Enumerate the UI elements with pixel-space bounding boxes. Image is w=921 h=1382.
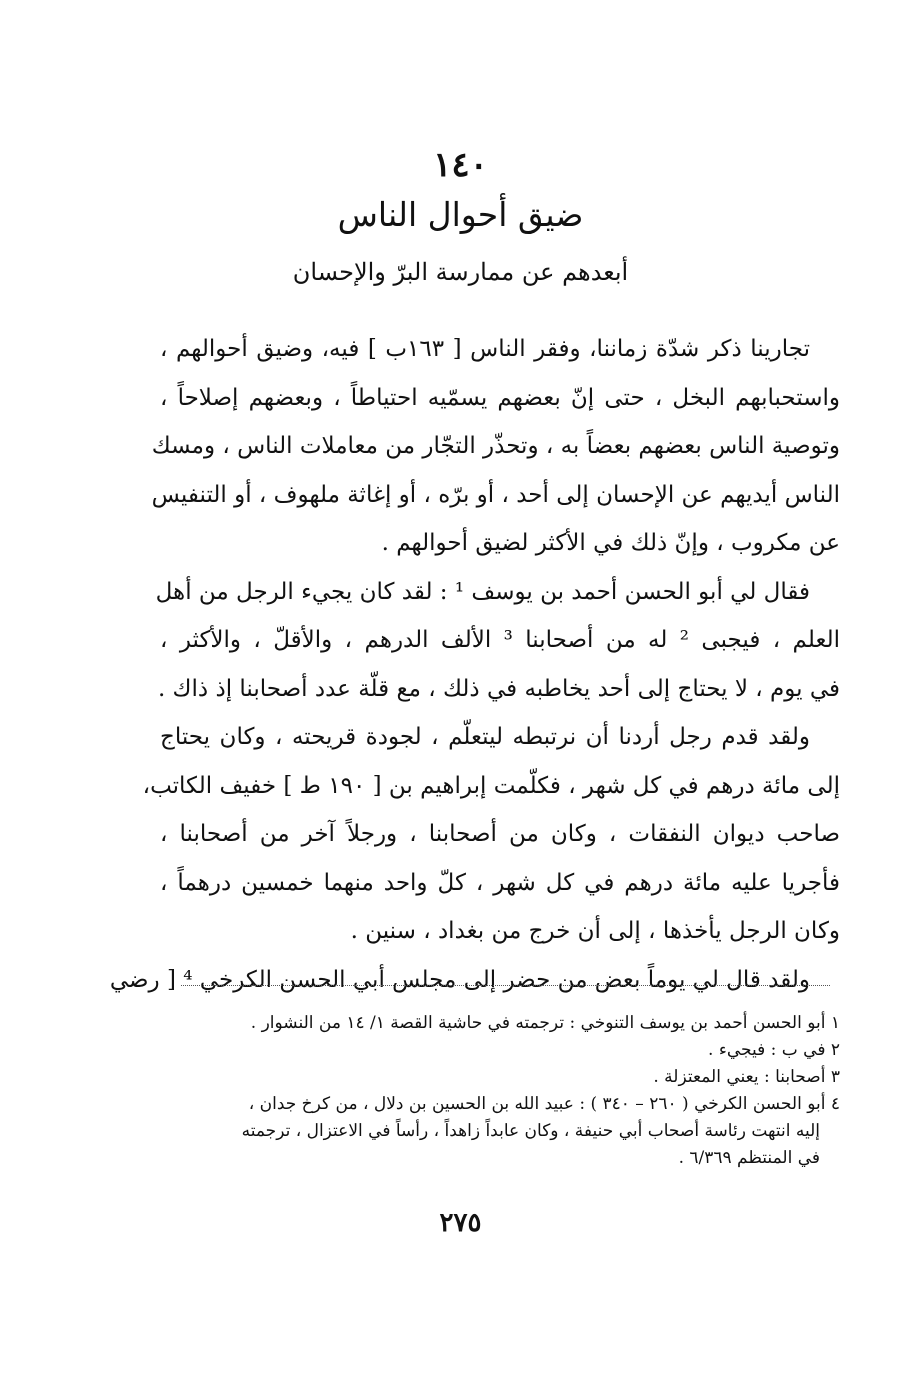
page-number: ٢٧٥ [439, 1208, 482, 1238]
body-line: واستحبابهم البخل ، حتى إنّ بعضهم يسمّيه احتياطاً ، وبعضهم إصلاحاً ، [160, 384, 840, 411]
body-line: فقال لي أبو الحسن أحمد بن يوسف ¹ : لقد كان يجيء الرجل من أهل [155, 578, 810, 605]
body-line: الناس أيديهم عن الإحسان إلى أحد ، أو برّه ، أو إغاثة ملهوف ، أو التنفيس [151, 481, 840, 508]
body-line: ولقد قدم رجل أردنا أن نرتبطه ليتعلّم ، لجودة قريحته ، وكان يحتاج [160, 724, 810, 750]
body-line: وتوصية الناس بعضهم بعضاً به ، وتحذّر التجّار من معاملات الناس ، ومسك [151, 433, 840, 459]
footnote-divider [181, 985, 830, 986]
story-body [109, 325, 840, 1004]
story-number: ١٤٠ [433, 145, 488, 185]
body-line: تجارينا ذكر شدّة زماننا، وفقر الناس [ ١٦٣ب ] فيه، وضيق أحوالهم ، [160, 336, 810, 362]
body-line: إلى مائة درهم في كل شهر ، فكلّمت إبراهيم بن [ ١٩٠ ط ] خفيف الكاتب، [142, 772, 840, 799]
footnote: ١ أبو الحسن أحمد بن يوسف التنوخي : ترجمته في حاشية القصة ١/ ١٤ من النشوار . [250, 1013, 840, 1033]
footnote: ٣ أصحابنا : يعني المعتزلة . [653, 1067, 840, 1087]
footnote-continuation: إليه انتهت رئاسة أصحاب أبي حنيفة ، وكان عابداً زاهداً ، رأساً في الاعتزال ، ترجمته [241, 1121, 820, 1141]
body-line: في يوم ، لا يحتاج إلى أحد يخاطبه في ذلك ، مع قلّة عدد أصحابنا إذ ذاك . [157, 675, 840, 702]
footnotes [160, 1010, 840, 1172]
footnote: ٢ في ب : فيجيء . [708, 1040, 840, 1060]
body-line: العلم ، فيجبى ² له من أصحابنا ³ الألف الدرهم ، والأقلّ ، والأكثر ، [160, 627, 840, 653]
body-line: صاحب ديوان النفقات ، وكان من أصحابنا ، ورجلاً آخر من أصحابنا ، [160, 821, 840, 847]
body-line: ولقد قال لي يوماً بعض من حضر إلى مجلس أبي الحسن الكرخي ⁴ [ رضي [109, 966, 810, 993]
body-line: فأجريا عليه مائة درهم في كل شهر ، كلّ واحد منهما خمسين درهماً ، [160, 869, 840, 896]
footnote-continuation: في المنتظم ٦/٣٦٩ . [678, 1148, 820, 1168]
footnote: ٤ أبو الحسن الكرخي ( ٢٦٠ – ٣٤٠ ) : عبيد الله بن الحسين بن دلال ، من كرخ جدان ، [248, 1094, 840, 1114]
story-title: ضيق أحوال الناس [337, 195, 584, 234]
story-subtitle: أبعدهم عن ممارسة البرّ والإحسان [292, 258, 629, 286]
body-line: عن مكروب ، وإنّ ذلك في الأكثر لضيق أحوالهم . [381, 530, 840, 556]
body-line: وكان الرجل يأخذها ، إلى أن خرج من بغداد ، سنين . [350, 918, 840, 944]
